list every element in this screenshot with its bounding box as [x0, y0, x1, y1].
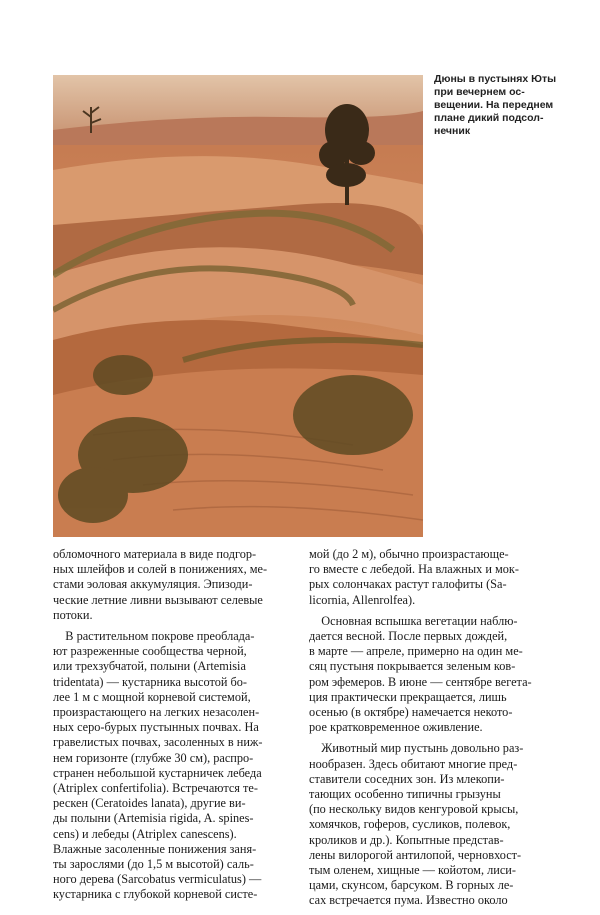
text-line: осенью (в октябре) намечается некото-	[309, 705, 513, 720]
text-line: сах встречается пума. Известно около	[309, 893, 508, 908]
text-line: ция практически прекращается, лишь	[309, 689, 507, 704]
text-line: стами эоловая аккумуляция. Эпизоди-	[53, 577, 253, 592]
text-line: мой (до 2 м), обычно произрастающе-	[309, 547, 509, 561]
text-line: кроликов и др.). Копытные представ-	[309, 832, 504, 847]
text-line: гравелистых почвах, засоленных в ниж-	[53, 735, 263, 750]
text-line: ром эфемеров. В июне — сентябре вегета-	[309, 674, 532, 689]
text-line: Животный мир пустынь довольно раз-	[309, 741, 524, 756]
caption-line: плане дикий подсол-	[434, 112, 544, 124]
text-line: сяц пустыня покрывается зеленым ков-	[309, 659, 516, 674]
text-line: кустарника с глубокой корневой систе-	[53, 887, 258, 902]
text-line: дается весной. После первых дождей,	[309, 629, 508, 644]
text-line: рое кратковременное оживление.	[309, 720, 483, 735]
text-line: произрастающего на легких незасолен-	[53, 705, 260, 720]
text-line: лее 1 м с мощной корневой системой,	[53, 689, 251, 704]
text-line: ческие летние ливни вызывают селевые	[53, 592, 263, 607]
paragraph	[309, 547, 549, 608]
paragraph	[309, 614, 549, 736]
text-line: го вместе с лебедой. На влажных и мок-	[309, 562, 519, 577]
text-line: лены вилорогой антилопой, черновхост-	[309, 847, 522, 862]
caption-line: вещении. На переднем	[434, 99, 554, 111]
text-line: тающих особенно типичны грызуны	[309, 787, 501, 802]
text-line: licornia, Allenrolfea).	[309, 592, 416, 607]
text-line: ды полыни (Artemisia rigida, A. spines-	[53, 811, 254, 826]
photo-caption	[434, 73, 584, 138]
caption-line: Дюны в пустынях Юты	[434, 73, 557, 85]
text-line: Основная вспышка вегетации наблю-	[309, 613, 518, 628]
text-line: ты зарослями (до 1,5 м высотой) саль-	[53, 857, 254, 872]
dunes-illustration	[53, 75, 423, 537]
paragraph	[53, 629, 295, 903]
text-line: потоки.	[53, 607, 93, 622]
text-line: нем горизонте (глубже 30 см), распро-	[53, 750, 254, 765]
text-line: ставители соседних зон. Из млекопи-	[309, 771, 505, 786]
text-line: (Atriplex confertifolia). Встречаются те-	[53, 781, 258, 796]
text-line: ных шлейфов и солей в понижениях, ме-	[53, 562, 268, 577]
left-column	[53, 547, 295, 903]
paragraph	[309, 741, 549, 908]
text-line: tridentata) — кустарника высотой бо-	[53, 674, 248, 689]
text-line: хомячков, гоферов, сусликов, полевок,	[309, 817, 511, 832]
text-line: обломочного материала в виде подгор-	[53, 547, 257, 561]
text-line: В растительном покрове преоблада-	[53, 629, 255, 644]
desert-dunes-photo	[53, 75, 423, 537]
text-line: странен небольшой кустарничек лебеда	[53, 765, 262, 780]
text-line: или трехзубчатой, полыни (Artemisia	[53, 659, 246, 674]
text-line: Влажные засоленные понижения заня-	[53, 841, 257, 856]
text-line: ных серо-бурых пустынных почвах. На	[53, 720, 259, 735]
text-line: рескен (Ceratoides lanata), другие ви-	[53, 796, 246, 811]
caption-line: нечник	[434, 125, 471, 137]
text-line: ют разреженные сообщества черной,	[53, 644, 247, 659]
text-line: нообразен. Здесь обитают многие пред-	[309, 756, 518, 771]
text-line: в марте — апреле, примерно на один ме-	[309, 644, 523, 659]
text-line: тым оленем, хищные — койотом, лиси-	[309, 863, 516, 878]
right-column	[309, 547, 549, 909]
paragraph	[53, 547, 295, 623]
text-line: цами, скунсом, барсуком. В горных ле-	[309, 878, 514, 893]
text-line: рых солончаках растут галофиты (Sa-	[309, 577, 507, 592]
text-line: (по нескольку видов кенгуровой крысы,	[309, 802, 519, 817]
text-line: ного дерева (Sarcobatus vermiculatus) —	[53, 872, 262, 887]
caption-line: при вечернем ос-	[434, 86, 525, 98]
text-line: cens) и лебеды (Atriplex canescens).	[53, 826, 237, 841]
